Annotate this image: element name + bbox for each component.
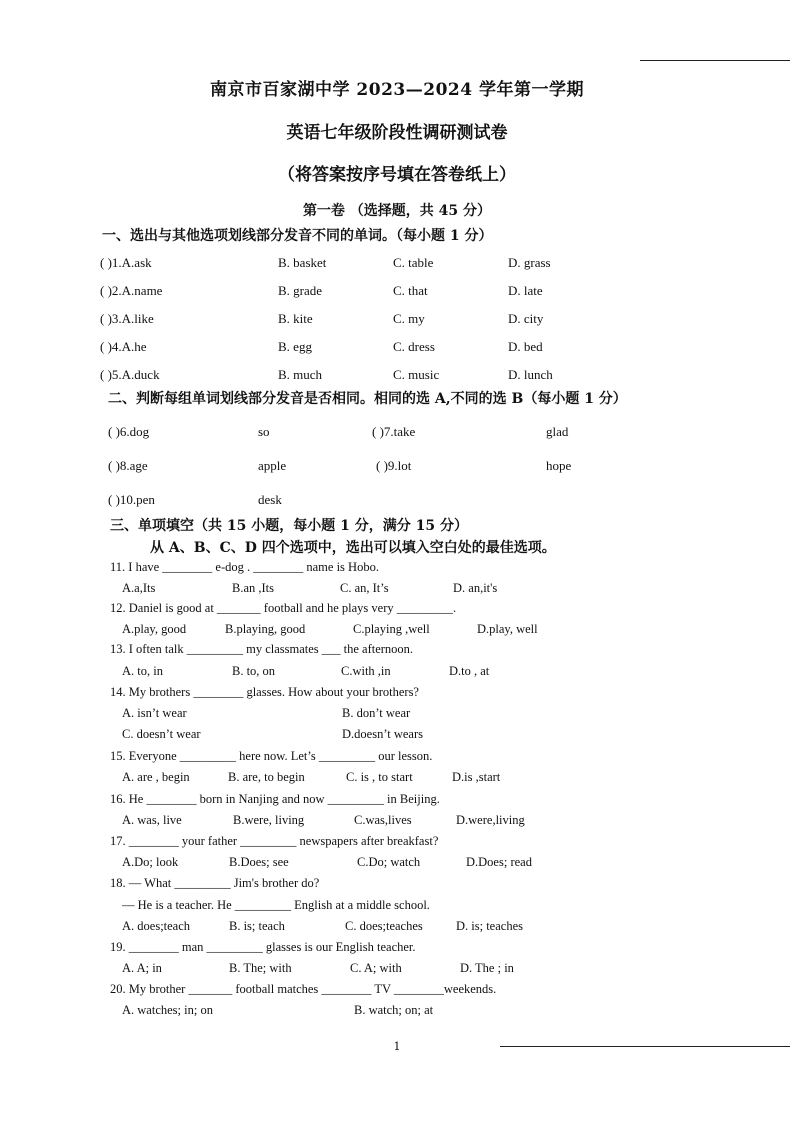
- q17-stem: 17. ________ your father _________ newspapers after breakfast?: [110, 834, 439, 848]
- q7-number: ( )7.take: [372, 424, 416, 439]
- q13-stem: 13. I often talk _________ my classmates ___ the afternoon.: [110, 642, 414, 656]
- q6-word: so: [258, 424, 270, 439]
- q11-stem: 11. I have ________ e-dog . ________ name is Hobo.: [110, 560, 379, 574]
- exam-title-school: 南京市百家湖中学 2023—2024 学年第一学期: [210, 80, 584, 100]
- q18-option-a: A. does;teach: [122, 919, 191, 933]
- q3-number: ( )3.A.like: [100, 311, 154, 326]
- q13-option-d: D.to , at: [449, 664, 490, 678]
- q19-stem: 19. ________ man _________ glasses is our English teacher.: [110, 940, 416, 954]
- q19-option-a: A. A; in: [122, 961, 162, 975]
- q5-option-b: B. much: [278, 367, 323, 382]
- corner-rule-top: [640, 60, 790, 61]
- q20-option-a: A. watches; in; on: [122, 1003, 213, 1017]
- q16-option-c: C.was,lives: [354, 813, 412, 827]
- q12-option-b: B.playing, good: [225, 622, 306, 636]
- q11-option-a: A.a,Its: [122, 581, 156, 595]
- q11-option-d: D. an,it's: [453, 581, 498, 595]
- q19-option-c: C. A; with: [350, 961, 402, 975]
- q18-option-c: C. does;teaches: [345, 919, 423, 933]
- q4-number: ( )4.A.he: [100, 339, 147, 354]
- q12-option-d: D.play, well: [477, 622, 538, 636]
- q16-stem: 16. He ________ born in Nanjing and now _________ in Beijing.: [110, 792, 440, 806]
- q3-option-b: B. kite: [278, 311, 313, 326]
- section3-heading: 三、单项填空（共 15 小题，每小题 1 分，满分 15 分）: [110, 518, 468, 534]
- q19-option-b: B. The; with: [229, 961, 292, 975]
- q3-option-c: C. my: [393, 311, 425, 326]
- q4-option-b: B. egg: [278, 339, 312, 354]
- section2-heading: 二、判断每组单词划线部分发音是否相同。相同的选 A,不同的选 B（每小题 1 分）: [108, 391, 627, 407]
- q15-option-a: A. are , begin: [122, 770, 190, 784]
- q8-number: ( )8.age: [108, 458, 148, 473]
- q10-number: ( )10.pen: [108, 492, 155, 507]
- q9-word: hope: [546, 458, 572, 473]
- q1-option-c: C. table: [393, 255, 434, 270]
- q5-option-d: D. lunch: [508, 367, 553, 382]
- q13-option-b: B. to, on: [232, 664, 276, 678]
- q10-word: desk: [258, 492, 282, 507]
- q19-option-d: D. The ; in: [460, 961, 514, 975]
- q2-option-d: D. late: [508, 283, 543, 298]
- q13-option-c: C.with ,in: [341, 664, 391, 678]
- q3-option-d: D. city: [508, 311, 544, 326]
- q1-option-d: D. grass: [508, 255, 551, 270]
- q17-option-c: C.Do; watch: [357, 855, 421, 869]
- q16-option-d: D.were,living: [456, 813, 525, 827]
- q14-option-c: C. doesn’t wear: [122, 727, 201, 741]
- q12-stem: 12. Daniel is good at _______ football and he plays very _________.: [110, 601, 457, 615]
- q4-option-d: D. bed: [508, 339, 543, 354]
- q8-word: apple: [258, 458, 287, 473]
- volume-heading: 第一卷 （选择题，共 45 分）: [302, 203, 492, 219]
- q18-option-d: D. is; teaches: [456, 919, 523, 933]
- q5-option-c: C. music: [393, 367, 440, 382]
- q1-number: ( )1.A.ask: [100, 255, 152, 270]
- q16-option-b: B.were, living: [233, 813, 305, 827]
- q5-number: ( )5.A.duck: [100, 367, 160, 382]
- q15-option-b: B. are, to begin: [228, 770, 305, 784]
- q17-option-b: B.Does; see: [229, 855, 289, 869]
- section3-instruction: 从 A、B、C、D 四个选项中，选出可以填入空白处的最佳选项。: [150, 540, 556, 556]
- q1-option-b: B. basket: [278, 255, 327, 270]
- q6-number: ( )6.dog: [108, 424, 150, 439]
- section1-heading: 一、选出与其他选项划线部分发音不同的单词。（每小题 1 分）: [102, 228, 493, 244]
- q18-option-b: B. is; teach: [229, 919, 285, 933]
- q17-option-d: D.Does; read: [466, 855, 532, 869]
- q7-word: glad: [546, 424, 569, 439]
- q15-stem: 15. Everyone _________ here now. Let’s _________ our lesson.: [110, 749, 433, 763]
- q17-option-a: A.Do; look: [122, 855, 179, 869]
- q12-option-a: A.play, good: [122, 622, 187, 636]
- q2-number: ( )2.A.name: [100, 283, 163, 298]
- q15-option-c: C. is , to start: [346, 770, 413, 784]
- q13-option-a: A. to, in: [122, 664, 163, 678]
- q18-stem: 18. — What _________ Jim's brother do?: [110, 876, 320, 890]
- q16-option-a: A. was, live: [122, 813, 182, 827]
- q14-option-b: B. don’t wear: [342, 706, 411, 720]
- q4-option-c: C. dress: [393, 339, 435, 354]
- q20-stem: 20. My brother _______ football matches ________ TV ________weekends.: [110, 982, 497, 996]
- page-number: 1: [393, 1040, 401, 1053]
- q15-option-d: D.is ,start: [452, 770, 501, 784]
- q2-option-b: B. grade: [278, 283, 323, 298]
- q14-option-a: A. isn’t wear: [122, 706, 187, 720]
- q20-option-b: B. watch; on; at: [354, 1003, 434, 1017]
- q11-option-c: C. an, It’s: [340, 581, 389, 595]
- q14-option-d: D.doesn’t wears: [342, 727, 423, 741]
- q18-answer-line: — He is a teacher. He _________ English at a middle school.: [122, 898, 430, 912]
- q12-option-c: C.playing ,well: [353, 622, 430, 636]
- q9-number: ( )9.lot: [376, 458, 412, 473]
- exam-title-subject: 英语七年级阶段性调研测试卷: [286, 123, 508, 143]
- q14-stem: 14. My brothers ________ glasses. How about your brothers?: [110, 685, 419, 699]
- q2-option-c: C. that: [393, 283, 428, 298]
- exam-title-note: （将答案按序号填在答卷纸上）: [278, 165, 516, 185]
- q11-option-b: B.an ,Its: [232, 581, 275, 595]
